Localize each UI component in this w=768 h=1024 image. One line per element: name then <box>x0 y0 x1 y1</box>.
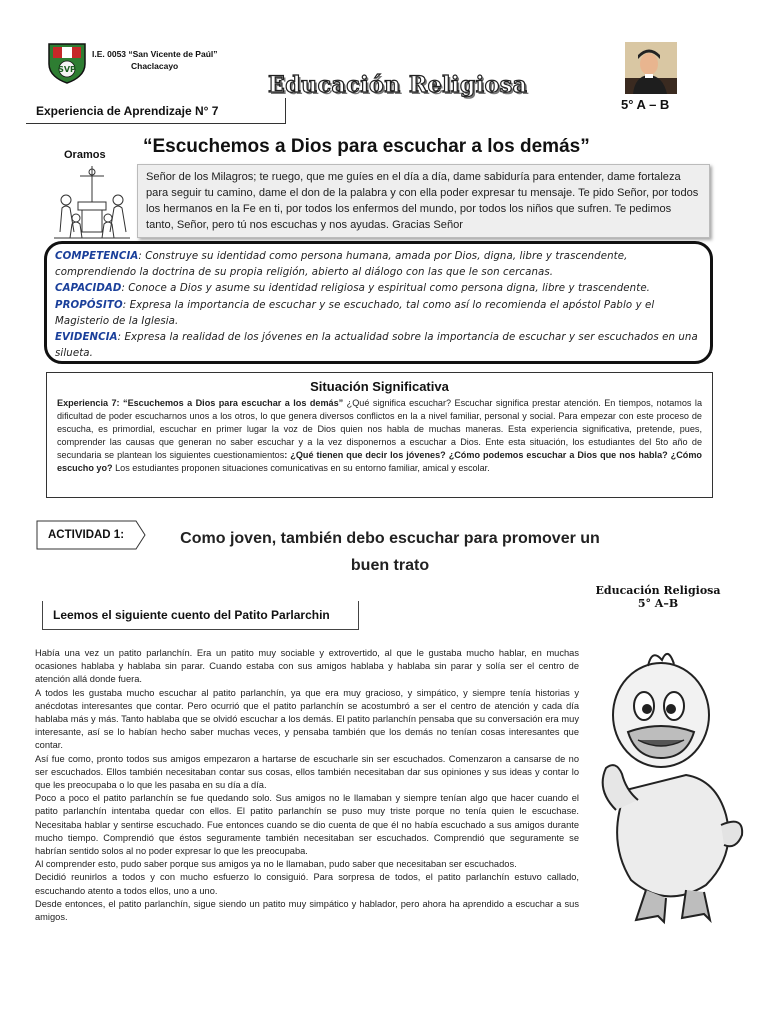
capacidad-text: : Conoce a Dios y asume su identidad religiosa y espiritual como persona digna, libre y trascendente. <box>121 283 651 295</box>
story-paragraph: Poco a poco el patito parlanchín se fue quedando solo. Sus amigos no le llamaban y siempre tenían algo que hacer cuando el patito parlanchín intentaba quedar con ellos. El patito parlanchín se puso muy triste porque no tenía quien le escuchase. Necesitaba hablar y sentirse escuchado. Fue entonces cuando se dio cuenta de que él no había escuchado a sus amigos durante mucho tiempo. Comprendió que éstos seguramente también necesitaban ser escuchados. Comprendió que seguramente se habrían sentido solos al no poder expresar lo que les preocupaba. <box>35 793 579 857</box>
situation-body-2: Los estudiantes proponen situaciones comunicativas en su entorno familiar, amical y escolar. <box>112 462 490 473</box>
evidencia-text: : Expresa la realidad de los jóvenes en la actualidad sobre la importancia de escuchar y ser escuchados en una silueta. <box>55 332 698 360</box>
school-crest-icon <box>46 40 88 84</box>
story-paragraph: Había una vez un patito parlanchín. Era un patito muy sociable y extrovertido, al que le gustaba mucho hablar, en muchas ocasiones hablaba y hablaba sin parar. Cuando estaba con sus amigos hablaba y hablaba sin parar y solía ser el centro de atención allá donde fuera. <box>35 648 579 685</box>
competencia-text: : Construye su identidad como persona humana, amada por Dios, digna, libre y trascendente, comprendiendo la doctrina de su propia religión, abierto al diálogo con las que le son cercanas. <box>55 251 628 279</box>
story-text <box>35 647 579 924</box>
grade-label: 5° A – B <box>621 97 670 112</box>
situation-questions: : ¿Qué tienen que decir los jóvenes? ¿Cómo podemos escuchar a Dios que nos habla? ¿Cómo escucho yo? <box>57 449 702 473</box>
school-city: Chaclacayo <box>131 61 179 71</box>
praying-people-icon <box>52 162 132 240</box>
main-title: “Escuchemos a Dios para escuchar a los demás” <box>143 136 590 157</box>
situation-box <box>46 372 713 498</box>
activity-title: Como joven, también debo escuchar para promover un buen trato <box>180 530 600 574</box>
situation-title: Situación Significativa <box>310 379 449 394</box>
proposito-text: : Expresa la importancia de escuchar y se escuchado, tal como así lo recomienda el apóstol Pablo y el Magisterio de la Iglesia. <box>55 299 655 327</box>
duck-illustration-icon <box>586 640 746 925</box>
situation-text <box>57 397 702 474</box>
reading-label: Leemos el siguiente cuento del Patito Parlarchin <box>53 608 330 622</box>
evidencia-label: EVIDENCIA <box>55 332 118 344</box>
side-header <box>588 584 728 610</box>
side-header-title: Educación Religiosa <box>595 584 721 597</box>
story-paragraph: Al comprender esto, pudo saber porque sus amigos ya no le llamaban, pudo saber que necesitaban ser escuchados. <box>35 859 517 870</box>
activity-label: ACTIVIDAD 1: <box>48 529 125 541</box>
prayer-text: Señor de los Milagros; te ruego, que me guíes en el día a día, dame sabiduría para entender, dame fortaleza para seguir tu camino, dame el don de la palabra y con ella poder expresar tu mensaje. Te pido Señor, por todos los hermanos en la Fe en ti, por todos los enfermos del mundo, por todos los niños que sufren. Te pedimos tanto, Señor, pero tú nos escuchas y nos ayudas. Gracias Señor <box>137 164 710 238</box>
side-header-grade: 5° A–B <box>637 597 679 610</box>
competencies-box <box>44 241 713 364</box>
reading-heading <box>42 601 359 630</box>
experience-label: Experiencia de Aprendizaje N° 7 <box>36 104 219 118</box>
situation-intro: Experiencia 7: “Escuchemos a Dios para escuchar a los demás” <box>57 398 344 408</box>
svg-text:SVP: SVP <box>58 65 76 74</box>
proposito-label: PROPÓSITO <box>55 299 123 311</box>
school-name: I.E. 0053 “San Vicente de Paúl” <box>92 49 218 59</box>
experience-heading <box>26 98 286 124</box>
story-paragraph: Desde entonces, el patito parlanchín, sigue siendo un patito muy simpático y hablador, pero ahora ha aprendido a escuchar a sus amigos. <box>35 898 579 923</box>
story-paragraph: Así fue como, pronto todos sus amigos empezaron a hartarse de escucharle sin ser escuchados. Comenzaron a cansarse de no ser escuchados. Ellos también necesitaban contar sus cosas, ellos también necesitaban dar sus opiniones y sus ideas y contar lo que les preocupaba o lo que les pasaba en su día a día. <box>35 753 579 791</box>
prayer-label: Oramos <box>64 149 106 161</box>
page-title: Educación Religiosa <box>268 72 528 98</box>
story-paragraph: Decidió reunirlos a todos y con mucho esfuerzo lo consiguió. Para sorpresa de todos, el patito parlanchín estuvo callado, escuchando atento a todos ellos, uno a uno. <box>35 872 579 896</box>
competencia-label: COMPETENCIA <box>55 251 139 262</box>
saint-portrait-icon <box>625 42 677 94</box>
capacidad-label: CAPACIDAD <box>55 283 122 295</box>
situation-body-1: ¿Qué significa escuchar? Escuchar significa prestar atención. En tiempos, notamos la dificultad de poder escucharnos unos a los otros, lo que genera diversos conflictos en la a nivel familiar, personal y social. Para empezar con este proceso de escucha, es primordial, escuchar en primer lugar la voz de Dios quien nos habla de muchas maneras. Esta experiencia significativa, pretende, pues, comprender las causas que generan no saber escuchar y a la vez disponernos a escuchar a Dios. Ente esta situación, los estudiantes del 5to año de secundaria se plantean los siguientes cuestionamientos <box>57 398 702 460</box>
story-paragraph: A todos les gustaba mucho escuchar al patito parlanchín, ya que era muy gracioso, y simpático, y siempre tenía historias y anécdotas interesantes que contar. Pero ocurrió que el patito parlanchín se acostumbró a ser el centro de atención y cada día hablaba más y más. Tanto hablaba que se olvidó escuchar a los demás. El patito parlanchín pensaba que su conversación era muy interesante, así se lo habían hecho saber muchas veces, y pensaba también que los demás no tenían cosas interesantes que contar. <box>35 687 579 751</box>
